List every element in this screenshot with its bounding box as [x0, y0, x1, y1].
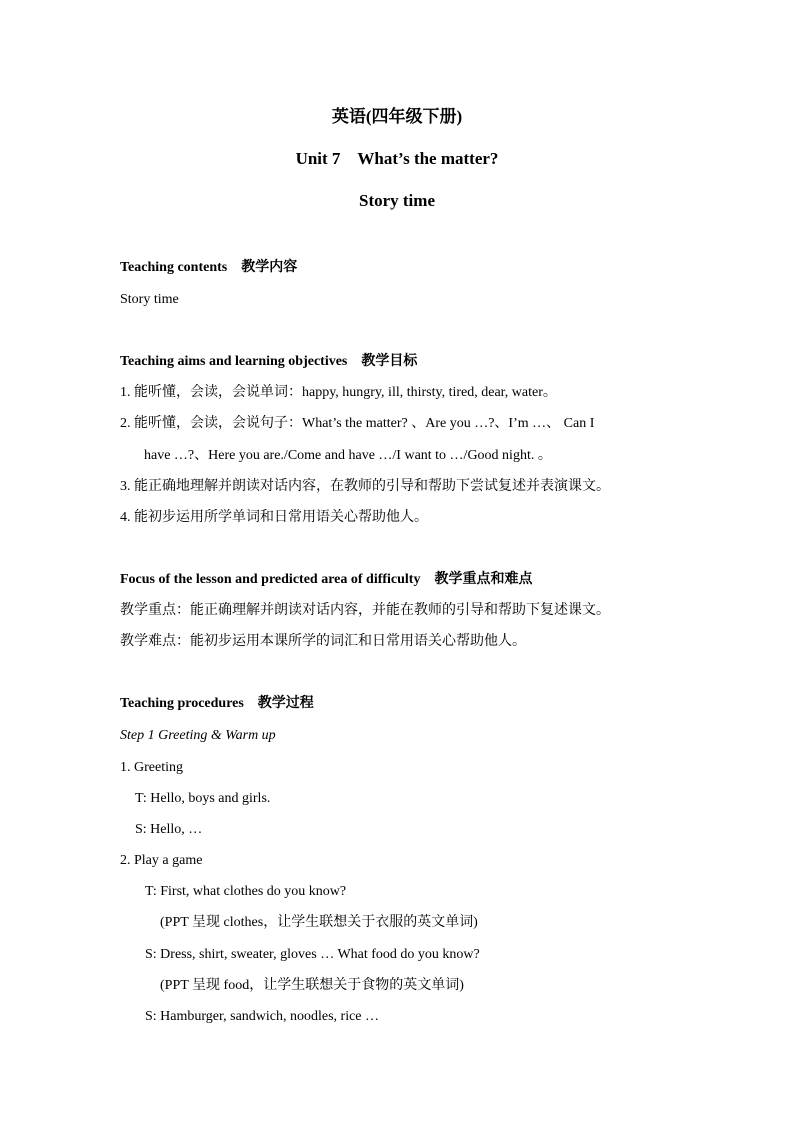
contents-heading: Teaching contents 教学内容 — [120, 260, 298, 275]
step-heading: Step 1 Greeting & Warm up — [120, 728, 276, 743]
section-subtitle: Story time — [358, 191, 435, 210]
procedure-line: 1. Greeting — [120, 760, 183, 775]
procedures-heading: Teaching procedures 教学过程 — [120, 696, 314, 711]
focus-key-point: 教学重点：能正确理解并朗读对话内容，并能在教师的引导和帮助下复述课文。 — [120, 603, 610, 618]
contents-text: Story time — [120, 292, 179, 307]
aims-item: 3. 能正确地理解并朗读对话内容，在教师的引导和帮助下尝试复述并表演课文。 — [120, 479, 610, 494]
focus-difficult-point: 教学难点：能初步运用本课所学的词汇和日常用语关心帮助他人。 — [120, 634, 526, 649]
procedure-line: 2. Play a game — [120, 853, 203, 868]
procedure-note: (PPT 呈现 food，让学生联想关于食物的英文单词) — [160, 978, 464, 993]
unit-title: Unit 7 What’s the matter? — [295, 149, 499, 168]
aims-item: 1. 能听懂，会读，会说单词：happy, hungry, ill, thirsty, tired, dear, water。 — [120, 385, 557, 400]
procedure-line: S: Hamburger, sandwich, noodles, rice … — [145, 1009, 380, 1024]
aims-item: 2. 能听懂，会读，会说句子：What’s the matter? 、Are you …?、I’m …、 Can I — [120, 416, 595, 431]
procedure-note: (PPT 呈现 clothes，让学生联想关于衣服的英文单词) — [160, 915, 478, 930]
procedure-line: T: First, what clothes do you know? — [145, 884, 347, 899]
aims-item-continuation: have …?、Here you are./Come and have …/I want to …/Good night. 。 — [144, 448, 552, 463]
document-title: 英语(四年级下册) — [331, 107, 463, 126]
procedure-line: T: Hello, boys and girls. — [135, 791, 271, 806]
aims-heading: Teaching aims and learning objectives 教学目标 — [120, 354, 418, 369]
procedure-line: S: Hello, … — [135, 822, 203, 837]
aims-item: 4. 能初步运用所学单词和日常用语关心帮助他人。 — [120, 510, 428, 525]
focus-heading: Focus of the lesson and predicted area of difficulty 教学重点和难点 — [120, 572, 533, 587]
procedure-line: S: Dress, shirt, sweater, gloves … What food do you know? — [145, 947, 480, 962]
